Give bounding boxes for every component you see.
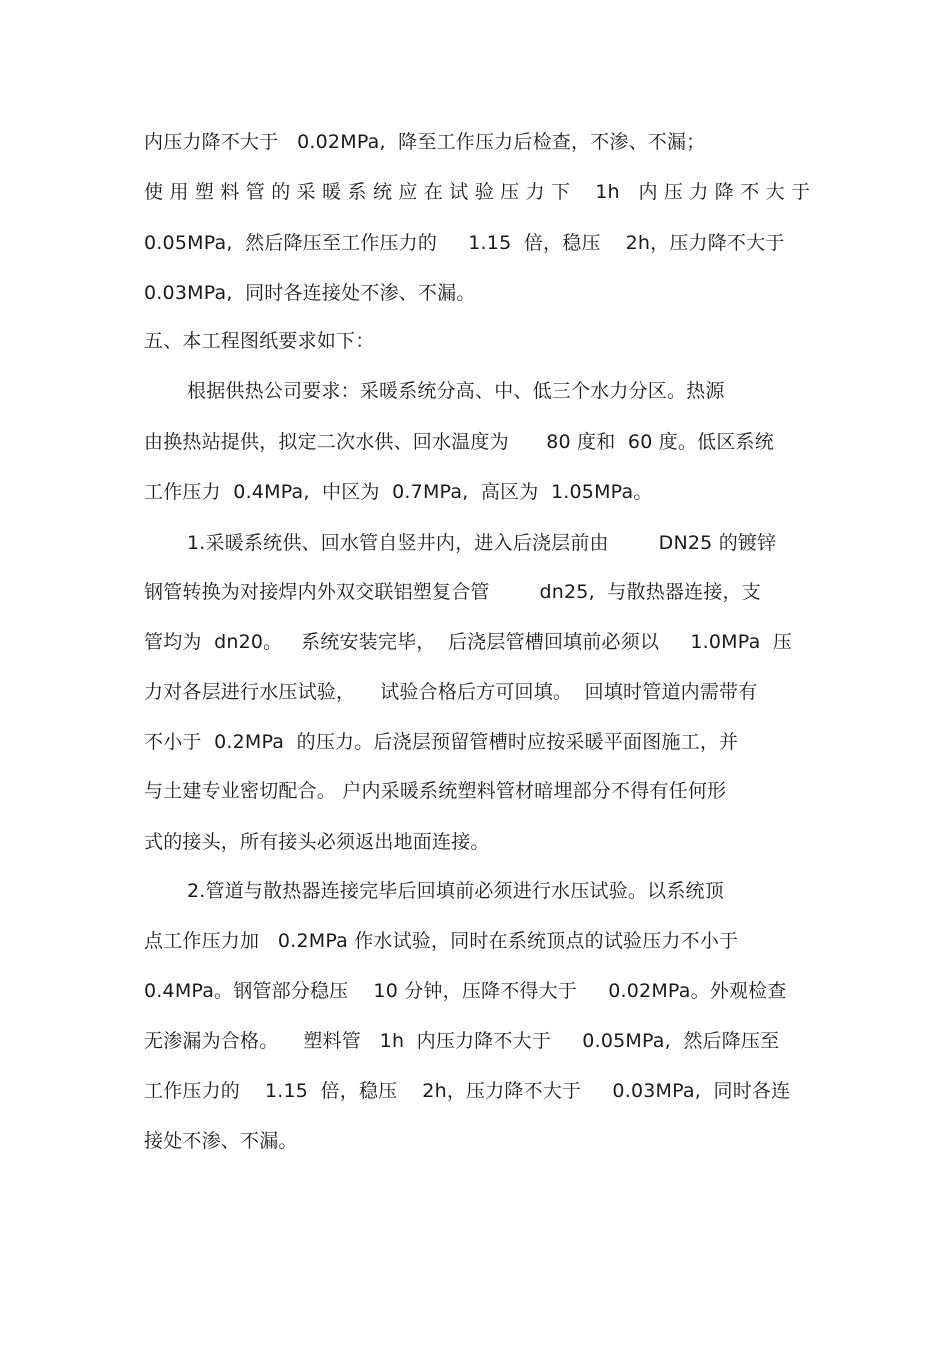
text-line-2: 使 用 塑 料 管 的 采 暖 系 统 应 在 试 验 压 力 下 1h 内 压 力 降 不 大 于 xyxy=(144,181,811,203)
text-line-11: 管均为 dn20。 系统安装完毕， 后浇层管槽回填前必须以 1.0MPa 压 xyxy=(144,631,793,653)
section-heading-5: 五、本工程图纸要求如下： xyxy=(144,330,375,352)
text-line-12: 力对各层进行水压试验， 试验合格后方可回填。 回填时管道内需带有 xyxy=(144,681,758,703)
text-line-15: 式的接头，所有接头必须返出地面连接。 xyxy=(144,831,490,853)
text-line-6: 根据供热公司要求：采暖系统分高、中、低三个水力分区。热源 xyxy=(187,380,725,402)
text-line-18: 0.4MPa。钢管部分稳压 10 分钟，压降不得大于 0.02MPa。外观检查 xyxy=(144,980,787,1002)
text-line-4: 0.03MPa, 同时各连接处不渗、不漏。 xyxy=(144,282,476,304)
text-line-3: 0.05MPa, 然后降压至工作压力的 1.15 倍，稳压 2h，压力降不大于 xyxy=(144,232,785,254)
text-line-1: 内压力降不大于 0.02MPa, 降至工作压力后检查，不渗、不漏； xyxy=(144,131,706,153)
text-line-10: 钢管转换为对接焊内外双交联铝塑复合管 dn25, 与散热器连接，支 xyxy=(144,581,761,603)
text-line-21: 接处不渗、不漏。 xyxy=(144,1130,298,1152)
text-line-7: 由换热站提供，拟定二次水供、回水温度为 80 度和 60 度。低区系统 xyxy=(144,431,774,453)
text-line-20: 工作压力的 1.15 倍，稳压 2h，压力降不大于 0.03MPa, 同时各连 xyxy=(144,1080,791,1102)
text-line-8: 工作压力 0.4MPa, 中区为 0.7MPa, 高区为 1.05MPa。 xyxy=(144,481,653,503)
text-line-17: 点工作压力加 0.2MPa 作水试验，同时在系统顶点的试验压力不小于 xyxy=(144,930,739,952)
text-line-19: 无渗漏为合格。 塑料管 1h 内压力降不大于 0.05MPa, 然后降压至 xyxy=(144,1030,780,1052)
text-line-14: 与土建专业密切配合。 户内采暖系统塑料管材暗埋部分不得有任何形 xyxy=(144,780,727,802)
text-line-9: 1.采暖系统供、回水管自竖井内，进入后浇层前由 DN25 的镀锌 xyxy=(187,532,777,554)
text-line-13: 不小于 0.2MPa 的压力。后浇层预留管槽时应按采暖平面图施工，并 xyxy=(144,731,739,753)
text-line-16: 2.管道与散热器连接完毕后回填前必须进行水压试验。以系统顶 xyxy=(187,880,724,902)
